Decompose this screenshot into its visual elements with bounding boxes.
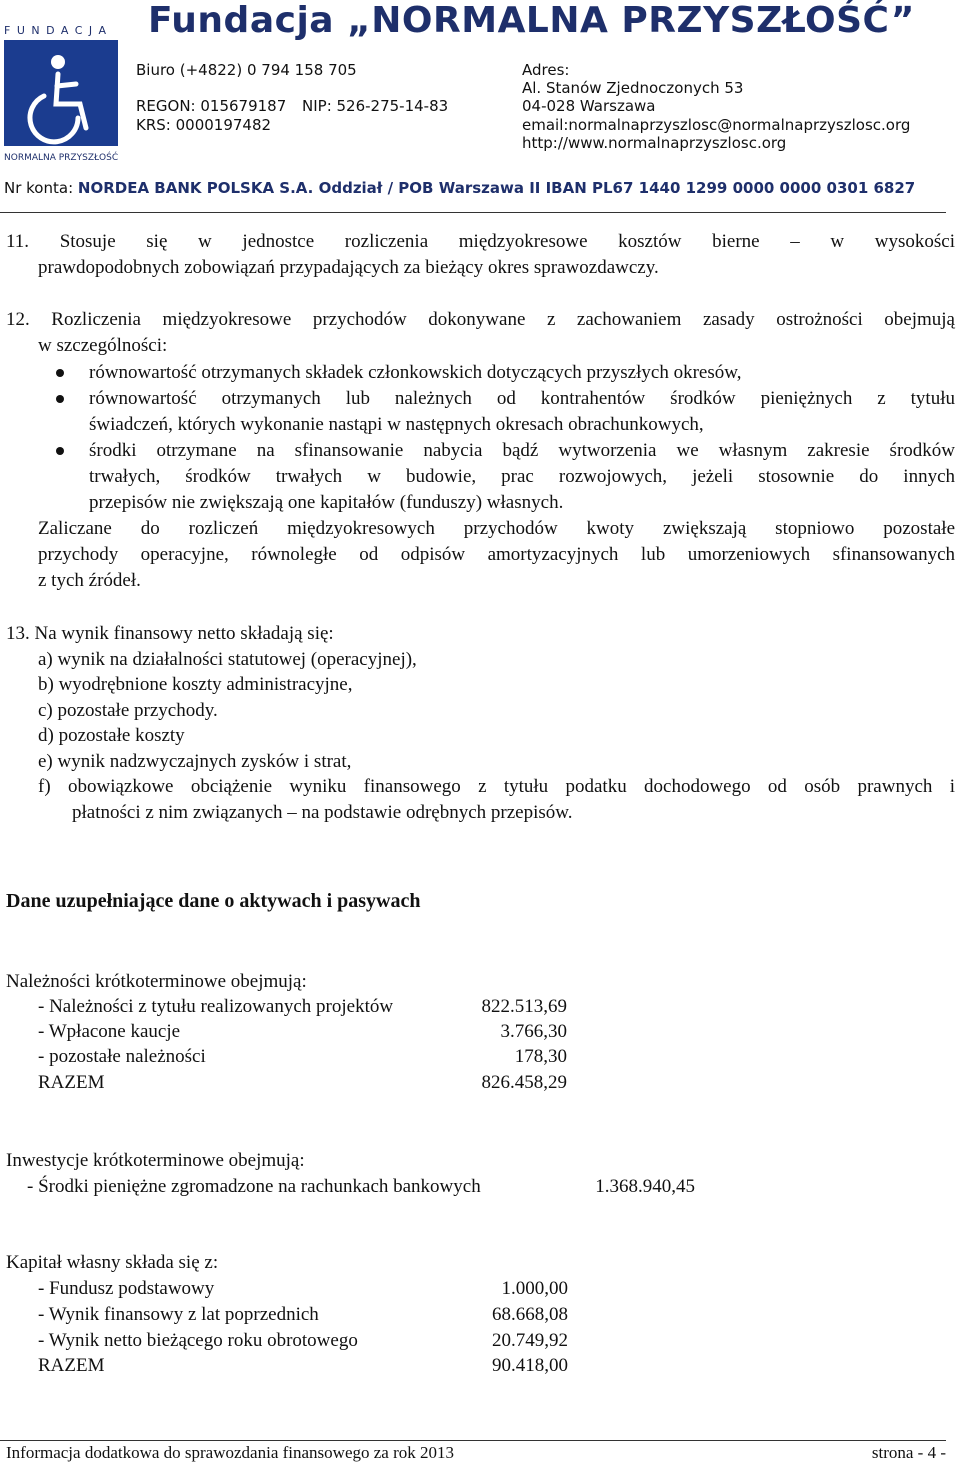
bank-account [4, 179, 915, 197]
investments-value: 1.368.940,45 [595, 1176, 695, 1197]
p13-item-b: b) wyodrębnione koszty administracyjne, [38, 674, 353, 695]
equity-total-label: RAZEM [38, 1355, 105, 1376]
p12-summary-line3: z tych źródeł. [38, 570, 141, 591]
email[interactable]: email:normalnaprzyszlosc@normalnaprzyszlosc.org [522, 116, 911, 134]
receivables-label: - pozostałe należności [38, 1046, 206, 1067]
logo-text-top: FUNDACJA [4, 24, 113, 37]
logo-text-bottom: NORMALNA PRZYSZŁOŚĆ [4, 153, 119, 163]
p12-summary-line2: przychody operacyjne, równoległe od odpisów amortyzacyjnych lub umorzeniowych sfinansowanych [38, 544, 955, 565]
organization-name: Fundacja „NORMALNA PRZYSZŁOŚĆ” [148, 0, 915, 41]
p13-item-f-line2: płatności z nim związanych – na podstawie odrębnych przepisów. [72, 802, 573, 823]
account-label: Nr konta: [4, 179, 78, 197]
p13-heading: 13. Na wynik finansowy netto składają się: [6, 623, 334, 644]
investments-heading: Inwestycje krótkoterminowe obejmują: [6, 1150, 305, 1171]
investments-label: - Środki pieniężne zgromadzone na rachunkach bankowych [27, 1176, 481, 1197]
website[interactable]: http://www.normalnaprzyszlosc.org [522, 134, 787, 152]
bullet-icon [56, 447, 64, 455]
p11-line2: prawdopodobnych zobowiązań przypadających za bieżący okres sprawozdawczy. [38, 257, 659, 278]
equity-value: 20.749,92 [492, 1330, 568, 1351]
receivables-total-label: RAZEM [38, 1072, 105, 1093]
bullet-icon [56, 369, 64, 377]
p12-bullet3-line3: przepisów nie zwiększają one kapitałów (funduszy) własnych. [89, 492, 564, 513]
receivables-total-value: 826.458,29 [481, 1072, 567, 1093]
equity-total-value: 90.418,00 [492, 1355, 568, 1376]
receivables-heading: Należności krótkoterminowe obejmują: [6, 971, 307, 992]
section-title: Dane uzupełniające dane o aktywach i pasywach [6, 890, 421, 912]
p12-bullet2-line1: równowartość otrzymanych lub należnych od kontrahentów środków pieniężnych z tytułu [89, 388, 955, 409]
p12-line2: w szczególności: [38, 335, 168, 356]
p12-bullet3-line2: trwałych, środków trwałych w budowie, prac rozwojowych, jeżeli stosownie do innych [89, 466, 955, 487]
account-value: NORDEA BANK POLSKA S.A. Oddział / POB Warszawa II IBAN PL67 1440 1299 0000 0000 0301 6827 [77, 179, 916, 197]
p12-line1: 12. Rozliczenia międzyokresowe przychodów dokonywane z zachowaniem zasady ostrożności obejmują [6, 309, 955, 330]
header-divider [0, 212, 946, 213]
receivables-value: 178,30 [514, 1046, 567, 1067]
p11-line1: 11. Stosuje się w jednostce rozliczenia międzyokresowe kosztów bierne – w wysokości [6, 231, 955, 252]
footer-document-title: Informacja dodatkowa do sprawozdania finansowego za rok 2013 [6, 1443, 454, 1462]
regon: REGON: 015679187 [136, 97, 287, 115]
p13-item-e: e) wynik nadzwyczajnych zysków i strat, [38, 751, 352, 772]
phone: Biuro (+4822) 0 794 158 705 [136, 61, 357, 79]
equity-value: 1.000,00 [501, 1278, 568, 1299]
address-label: Adres: [522, 61, 570, 79]
p13-item-d: d) pozostałe koszty [38, 725, 185, 746]
krs: KRS: 0000197482 [136, 116, 272, 134]
nip: NIP: 526-275-14-83 [302, 97, 449, 115]
equity-value: 68.668,08 [492, 1304, 568, 1325]
city: 04-028 Warszawa [522, 97, 656, 115]
p12-summary-line1: Zaliczane do rozliczeń międzyokresowych przychodów kwoty zwiększają stopniowo pozostałe [38, 518, 955, 539]
street: Al. Stanów Zjednoczonych 53 [522, 79, 744, 97]
p13-item-c: c) pozostałe przychody. [38, 700, 218, 721]
p13-item-a: a) wynik na działalności statutowej (operacyjnej), [38, 649, 417, 670]
receivables-label: - Należności z tytułu realizowanych projektów [38, 996, 394, 1017]
foundation-logo [0, 0, 122, 168]
equity-label: - Fundusz podstawowy [38, 1278, 215, 1299]
page-number: strona - 4 - [871, 1443, 946, 1462]
equity-label: - Wynik netto bieżącego roku obrotowego [38, 1330, 358, 1351]
receivables-label: - Wpłacone kaucje [38, 1021, 181, 1042]
p12-bullet3-line1: środki otrzymane na sfinansowanie nabycia bądź wytworzenia we własnym zakresie środków [89, 440, 955, 461]
equity-heading: Kapitał własny składa się z: [6, 1252, 219, 1273]
receivables-value: 3.766,30 [500, 1021, 567, 1042]
p13-item-f-line1: f) obowiązkowe obciążenie wyniku finansowego z tytułu podatku dochodowego od osób prawnych i [38, 776, 955, 797]
p12-bullet1: równowartość otrzymanych składek członkowskich dotyczących przyszłych okresów, [89, 362, 742, 383]
receivables-value: 822.513,69 [481, 996, 567, 1017]
bullet-icon [56, 395, 64, 403]
equity-label: - Wynik finansowy z lat poprzednich [38, 1304, 319, 1325]
footer-divider [0, 1440, 946, 1441]
p12-bullet2-line2: świadczeń, których wykonanie nastąpi w następnych okresach obrachunkowych, [89, 414, 704, 435]
